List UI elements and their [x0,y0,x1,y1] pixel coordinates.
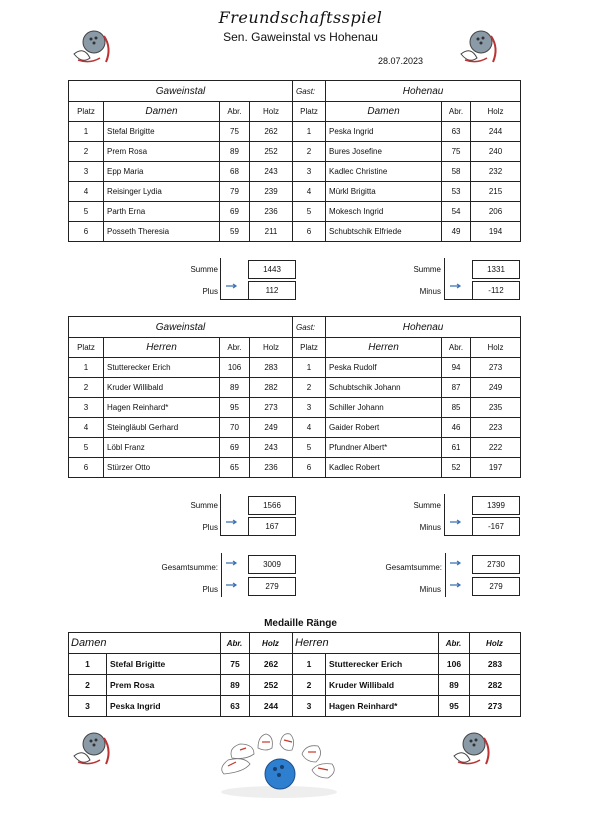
home-abr-cell: 106 [220,358,250,378]
away-abr-cell: 52 [442,458,471,478]
medaille-damen-platz-cell: 1 [69,654,107,675]
away-platz-cell: 4 [293,182,326,202]
away-abr-cell: 58 [442,162,471,182]
bowling-logo-icon [70,728,114,768]
away-gesamt-minus: 279 [472,577,520,596]
page-title: Freundschaftsspiel [218,8,383,27]
away-holz-cell: 223 [471,418,521,438]
home-platz-cell: 3 [69,162,104,182]
home-abr-cell: 69 [220,202,250,222]
home-abr-cell: 75 [220,122,250,142]
away-platz-cell: 2 [293,378,326,398]
medaille-damen-platz-cell: 2 [69,675,107,696]
away-abr-cell: 54 [442,202,471,222]
plus-label: Plus [202,585,218,594]
arrow-right-icon [450,283,462,289]
away-team-name: Hohenau [326,317,521,338]
medaille-damen-header: Damen [69,633,221,654]
home-abr-cell: 70 [220,418,250,438]
medaille-herren-player-name: Stutterecker Erich [326,654,439,675]
home-holz-cell: 252 [250,142,293,162]
away-abr-cell: 49 [442,222,471,242]
col-holz: Holz [250,633,293,654]
away-abr-cell: 75 [442,142,471,162]
summe-label: Summe [190,265,218,274]
home-team-name: Gaweinstal [69,81,293,102]
away-player-name: Schubtschik Johann [326,378,442,398]
home-player-name: Löbl Franz [104,438,220,458]
away-abr-cell: 63 [442,122,471,142]
away-holz-cell: 197 [471,458,521,478]
home-holz-cell: 236 [250,458,293,478]
table-row [69,222,521,242]
col-abr: Abr. [220,338,250,358]
home-platz-cell: 6 [69,458,104,478]
home-player-name: Posseth Theresia [104,222,220,242]
medaille-herren-abr-cell: 89 [439,675,470,696]
gesamtsumme-label: Gesamtsumme: [161,563,218,572]
home-player-name: Epp Maria [104,162,220,182]
home-platz-cell: 5 [69,438,104,458]
table-row [69,162,521,182]
minus-label: Minus [419,585,441,594]
medaille-damen-holz-cell: 262 [250,654,293,675]
arrow-right-icon [226,519,238,525]
home-team-name: Gaweinstal [69,317,293,338]
bowling-logo-icon [450,728,494,768]
away-player-name: Mürkl Brigitta [326,182,442,202]
away-platz-cell: 5 [293,202,326,222]
away-minus: -112 [472,281,520,300]
herren-table [68,316,521,478]
home-holz-cell: 243 [250,162,293,182]
minus-label: Minus [419,287,441,296]
col-abr: Abr. [220,102,250,122]
away-holz-cell: 206 [471,202,521,222]
home-player-name: Stefal Brigitte [104,122,220,142]
medaille-herren-abr-cell: 95 [439,696,470,717]
away-team-name: Hohenau [326,81,521,102]
table-row [69,458,521,478]
home-player-name: Hagen Reinhard* [104,398,220,418]
home-platz-cell: 3 [69,398,104,418]
home-abr-cell: 68 [220,162,250,182]
home-holz-cell: 273 [250,398,293,418]
home-plus: 167 [248,517,296,536]
away-holz-cell: 244 [471,122,521,142]
col-holz: Holz [471,338,521,358]
home-abr-cell: 95 [220,398,250,418]
medaille-herren-player-name: Kruder Willibald [326,675,439,696]
table-row [69,142,521,162]
away-minus: -167 [472,517,520,536]
summe-label: Summe [413,501,441,510]
home-player-name: Steingläubl Gerhard [104,418,220,438]
home-abr-cell: 89 [220,378,250,398]
bowling-logo-icon [457,26,501,66]
minus-label: Minus [419,523,441,532]
away-platz-cell: 6 [293,458,326,478]
home-platz-cell: 6 [69,222,104,242]
bowling-logo-icon [70,26,114,66]
col-holz: Holz [250,338,293,358]
away-player-name: Bures Josefine [326,142,442,162]
arrow-right-icon [450,519,462,525]
away-player-name: Peska Rudolf [326,358,442,378]
medaille-damen-platz-cell: 3 [69,696,107,717]
medaille-herren-platz-cell: 1 [293,654,326,675]
away-player-name: Gaider Robert [326,418,442,438]
away-holz-cell: 194 [471,222,521,242]
away-gesamtsumme: 2730 [472,555,520,574]
home-holz-cell: 262 [250,122,293,142]
away-abr-cell: 61 [442,438,471,458]
col-holz: Holz [471,102,521,122]
medaille-herren-holz-cell: 282 [470,675,521,696]
home-holz-cell: 236 [250,202,293,222]
col-platz: Platz [293,338,326,358]
medaille-herren-holz-cell: 273 [470,696,521,717]
col-herren: Herren [326,338,442,358]
away-player-name: Peska Ingrid [326,122,442,142]
medaille-herren-abr-cell: 106 [439,654,470,675]
medaille-table [68,632,521,717]
col-damen: Damen [104,102,220,122]
match-date: 28.07.2023 [378,56,424,66]
col-holz: Holz [470,633,521,654]
home-plus: 112 [248,281,296,300]
away-platz-cell: 4 [293,418,326,438]
away-holz-cell: 235 [471,398,521,418]
arrow-right-icon [226,582,238,588]
table-row [69,378,521,398]
home-platz-cell: 5 [69,202,104,222]
col-platz: Platz [69,102,104,122]
table-row [69,202,521,222]
away-holz-cell: 222 [471,438,521,458]
bowling-pins-icon [214,730,344,800]
away-holz-cell: 215 [471,182,521,202]
plus-label: Plus [202,523,218,532]
guest-label: Gast: [293,81,326,102]
away-player-name: Kadlec Christine [326,162,442,182]
medaille-damen-holz-cell: 252 [250,675,293,696]
home-abr-cell: 65 [220,458,250,478]
away-player-name: Schiller Johann [326,398,442,418]
medaille-damen-abr-cell: 89 [221,675,250,696]
table-row [69,182,521,202]
away-platz-cell: 2 [293,142,326,162]
home-abr-cell: 89 [220,142,250,162]
table-row [69,438,521,458]
home-abr-cell: 69 [220,438,250,458]
away-platz-cell: 3 [293,398,326,418]
medaille-damen-player-name: Prem Rosa [107,675,221,696]
col-abr: Abr. [221,633,250,654]
medaille-herren-platz-cell: 2 [293,675,326,696]
home-summe: 1566 [248,496,296,515]
away-holz-cell: 249 [471,378,521,398]
home-gesamt-plus: 279 [248,577,296,596]
medaille-herren-platz-cell: 3 [293,696,326,717]
summe-label: Summe [190,501,218,510]
home-platz-cell: 1 [69,358,104,378]
table-row [69,122,521,142]
away-abr-cell: 94 [442,358,471,378]
away-platz-cell: 1 [293,358,326,378]
away-abr-cell: 87 [442,378,471,398]
away-holz-cell: 240 [471,142,521,162]
table-row [69,418,521,438]
guest-label: Gast: [293,317,326,338]
home-platz-cell: 2 [69,142,104,162]
arrow-right-icon [450,582,462,588]
home-holz-cell: 282 [250,378,293,398]
table-row [69,675,521,696]
table-row [69,398,521,418]
home-holz-cell: 211 [250,222,293,242]
home-holz-cell: 283 [250,358,293,378]
medaille-damen-abr-cell: 63 [221,696,250,717]
medaille-title: Medaille Ränge [264,618,337,629]
home-platz-cell: 4 [69,182,104,202]
arrow-right-icon [226,560,238,566]
col-abr: Abr. [442,102,471,122]
plus-label: Plus [202,287,218,296]
medaille-herren-player-name: Hagen Reinhard* [326,696,439,717]
away-player-name: Mokesch Ingrid [326,202,442,222]
away-summe: 1399 [472,496,520,515]
home-player-name: Reisinger Lydia [104,182,220,202]
home-player-name: Kruder Willibald [104,378,220,398]
away-player-name: Pfundner Albert* [326,438,442,458]
home-player-name: Stürzer Otto [104,458,220,478]
home-abr-cell: 79 [220,182,250,202]
summe-label: Summe [413,265,441,274]
home-holz-cell: 243 [250,438,293,458]
home-platz-cell: 4 [69,418,104,438]
away-holz-cell: 273 [471,358,521,378]
table-row [69,358,521,378]
home-player-name: Stutterecker Erich [104,358,220,378]
table-row [69,696,521,717]
home-platz-cell: 2 [69,378,104,398]
col-platz: Platz [69,338,104,358]
home-platz-cell: 1 [69,122,104,142]
home-summe: 1443 [248,260,296,279]
arrow-right-icon [226,283,238,289]
away-player-name: Schubtschik Elfriede [326,222,442,242]
home-abr-cell: 59 [220,222,250,242]
home-gesamtsumme: 3009 [248,555,296,574]
table-row [69,654,521,675]
col-abr: Abr. [442,338,471,358]
gesamtsumme-label: Gesamtsumme: [385,563,442,572]
page-subtitle: Sen. Gaweinstal vs Hohenau [223,30,378,44]
medaille-herren-header: Herren [293,633,439,654]
home-holz-cell: 239 [250,182,293,202]
away-holz-cell: 232 [471,162,521,182]
home-player-name: Prem Rosa [104,142,220,162]
away-platz-cell: 5 [293,438,326,458]
away-platz-cell: 1 [293,122,326,142]
away-player-name: Kadlec Robert [326,458,442,478]
damen-table [68,80,521,242]
home-player-name: Parth Erna [104,202,220,222]
away-abr-cell: 46 [442,418,471,438]
medaille-damen-player-name: Stefal Brigitte [107,654,221,675]
col-abr: Abr. [439,633,470,654]
col-herren: Herren [104,338,220,358]
away-platz-cell: 3 [293,162,326,182]
medaille-damen-abr-cell: 75 [221,654,250,675]
col-platz: Platz [293,102,326,122]
away-abr-cell: 85 [442,398,471,418]
away-summe: 1331 [472,260,520,279]
away-platz-cell: 6 [293,222,326,242]
medaille-damen-player-name: Peska Ingrid [107,696,221,717]
col-damen: Damen [326,102,442,122]
arrow-right-icon [450,560,462,566]
medaille-damen-holz-cell: 244 [250,696,293,717]
col-holz: Holz [250,102,293,122]
away-abr-cell: 53 [442,182,471,202]
medaille-herren-holz-cell: 283 [470,654,521,675]
home-holz-cell: 249 [250,418,293,438]
